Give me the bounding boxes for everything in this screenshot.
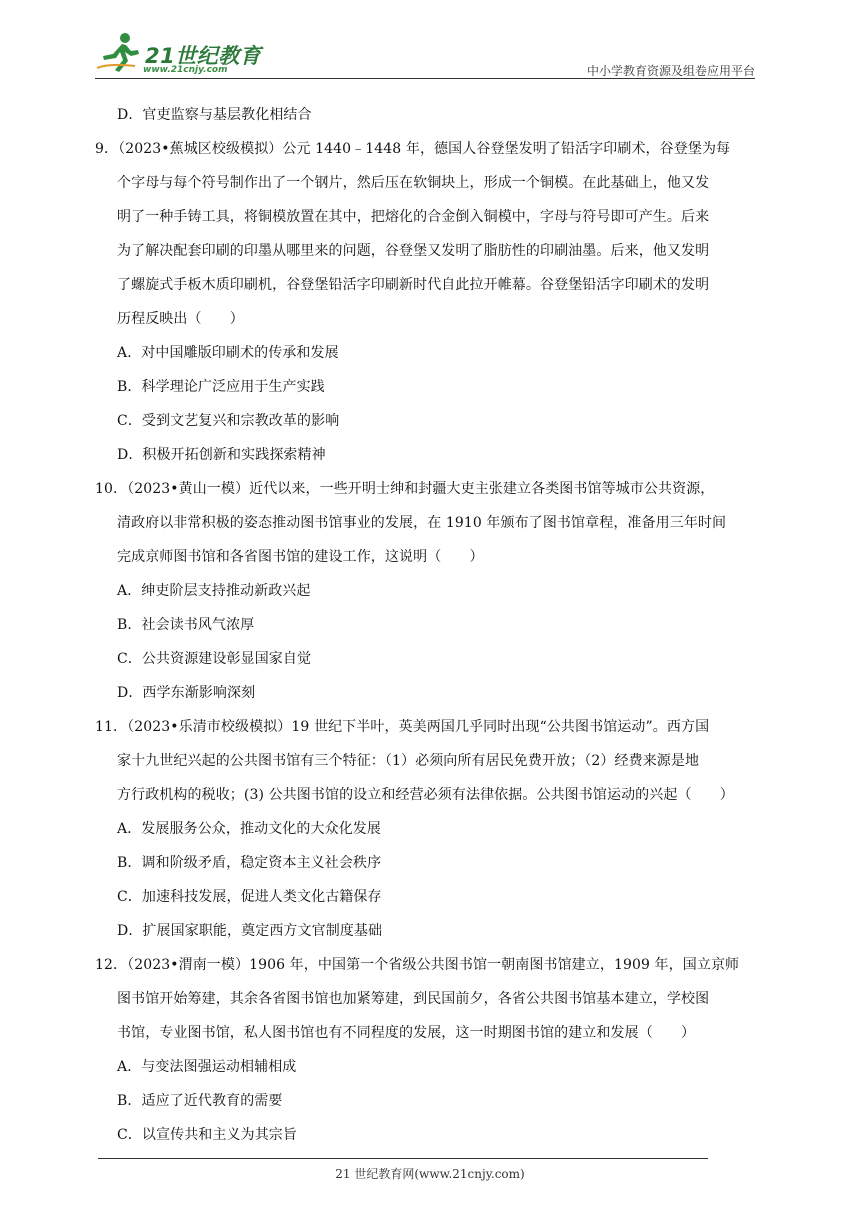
logo-text: 21世纪教育 bbox=[145, 44, 262, 68]
answer-option: B．社会读书风气浓厚 bbox=[117, 617, 255, 633]
question-text-line: 历程反映出（ ） bbox=[117, 311, 244, 327]
answer-option: C．公共资源建设彰显国家自觉 bbox=[117, 651, 312, 667]
question-text-line: 完成京师图书馆和各省图书馆的建设工作，这说明（ ） bbox=[117, 549, 484, 565]
answer-option: C．受到文艺复兴和宗教改革的影响 bbox=[117, 413, 340, 429]
question-stem: 10．（2023•黄山一模）近代以来，一些开明士绅和封疆大吏主张建立各类图书馆等城市公共资源， bbox=[95, 481, 715, 497]
logo bbox=[95, 30, 265, 78]
question-text-line: 家十九世纪兴起的公共图书馆有三个特征：（1）必须向所有居民免费开放；（2）经费来源是地 bbox=[117, 753, 700, 769]
answer-option: B．适应了近代教育的需要 bbox=[117, 1093, 283, 1109]
header-platform-name: 中小学教育资源及组卷应用平台 bbox=[586, 64, 755, 78]
question-text-line: 明了一种手铸工具，将铜模放置在其中，把熔化的合金倒入铜模中，字母与符号即可产生。后来 bbox=[117, 209, 710, 225]
answer-option: D．积极开拓创新和实践探索精神 bbox=[117, 447, 326, 463]
question-text-line: 清政府以非常积极的姿态推动图书馆事业的发展，在 1910 年颁布了图书馆章程，准备用三年时间 bbox=[117, 515, 727, 531]
question-stem: 12．（2023•渭南一模）1906 年，中国第一个省级公共图书馆一朝南图书馆建立，1909 年，国立京师 bbox=[95, 957, 740, 973]
runner-logo-icon bbox=[95, 30, 147, 76]
question-text-line: 图书馆开始筹建，其余各省图书馆也加紧筹建，到民国前夕，各省公共图书馆基本建立，学校图 bbox=[117, 991, 710, 1007]
answer-option: D．西学东渐影响深刻 bbox=[117, 685, 256, 701]
page-header bbox=[95, 30, 755, 78]
question-text-line: 方行政机构的税收；(3) 公共图书馆的设立和经营必须有法律依据。公共图书馆运动的兴起（ ） bbox=[117, 787, 734, 803]
answer-option: C．以宣传共和主义为其宗旨 bbox=[117, 1127, 298, 1143]
question-text-line: 个字母与每个符号制作出了一个钢片，然后压在软铜块上，形成一个铜模。在此基础上，他又发 bbox=[117, 175, 710, 191]
answer-option: A．发展服务公众，推动文化的大众化发展 bbox=[117, 821, 382, 837]
question-stem: 9．（2023•蕉城区校级模拟）公元 1440﹣1448 年，德国人谷登堡发明了铅活字印刷术，谷登堡为每 bbox=[95, 141, 731, 157]
answer-option: D．扩展国家职能，奠定西方文官制度基础 bbox=[117, 923, 383, 939]
answer-option: D．官吏监察与基层教化相结合 bbox=[117, 107, 312, 123]
question-text-line: 为了解决配套印刷的印墨从哪里来的问题，谷登堡又发明了脂肪性的印刷油墨。后来，他又发明 bbox=[117, 243, 710, 259]
question-text-line: 了螺旋式手板木质印刷机，谷登堡铅活字印刷新时代自此拉开帷幕。谷登堡铅活字印刷术的发明 bbox=[117, 277, 710, 293]
answer-option: A．对中国雕版印刷术的传承和发展 bbox=[117, 345, 339, 361]
logo-url: www.21cnjy.com bbox=[143, 65, 228, 75]
answer-option: B．调和阶级矛盾，稳定资本主义社会秩序 bbox=[117, 855, 382, 871]
document-body bbox=[95, 98, 775, 1152]
answer-option: B．科学理论广泛应用于生产实践 bbox=[117, 379, 325, 395]
footer-divider bbox=[98, 1158, 708, 1159]
page-footer: 21 世纪教育网(www.21cnjy.com) bbox=[335, 1167, 525, 1181]
answer-option: C．加速科技发展，促进人类文化古籍保存 bbox=[117, 889, 382, 905]
question-text-line: 书馆，专业图书馆，私人图书馆也有不同程度的发展，这一时期图书馆的建立和发展（ ） bbox=[117, 1025, 696, 1041]
answer-option: A．绅吏阶层支持推动新政兴起 bbox=[117, 583, 311, 599]
question-stem: 11．（2023•乐清市校级模拟）19 世纪下半叶，英美两国几乎同时出现“公共图书馆运动”。西方国 bbox=[95, 719, 710, 735]
header-divider bbox=[95, 78, 755, 79]
answer-option: A．与变法图强运动相辅相成 bbox=[117, 1059, 297, 1075]
